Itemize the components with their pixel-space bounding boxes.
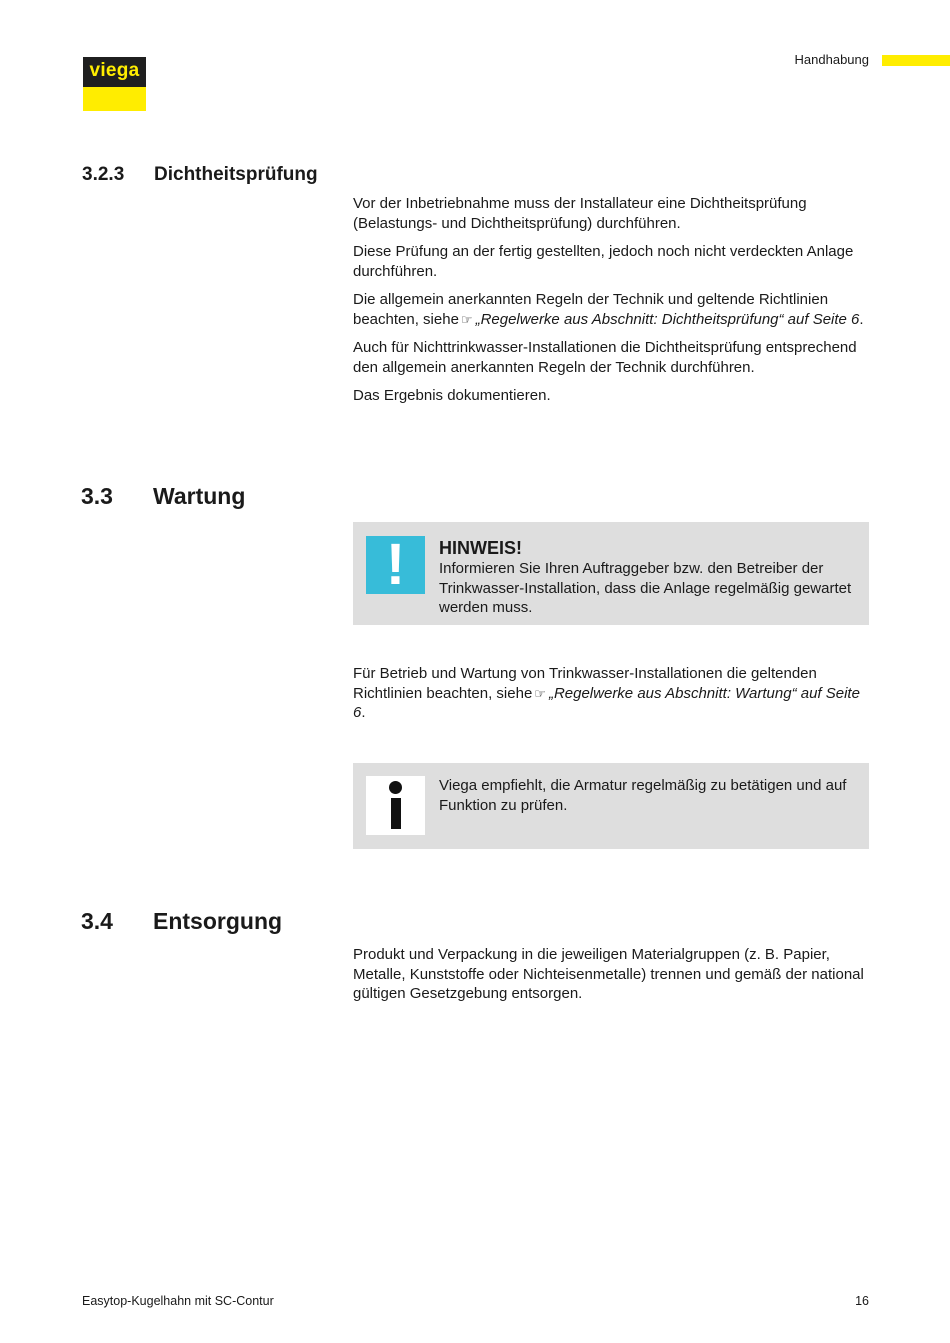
notice-title: HINWEIS! (439, 538, 522, 558)
info-text: Viega empfiehlt, die Armatur regelmäßig zu betätigen und auf Funktion zu prüfen. (439, 777, 847, 814)
reference-arrow-icon: ☞ (534, 685, 546, 701)
section-323-para2: Diese Prüfung an der fertig gestellten, jedoch noch nicht verdeckten Anlage durchführen. (353, 243, 854, 280)
viega-logo (83, 57, 146, 111)
section-34-number: 3.4 (81, 908, 113, 934)
header-accent-bar (882, 55, 950, 66)
section-34-para1: Produkt und Verpackung in die jeweiligen Materialgruppen (z. B. Papier, Metalle, Kunststoffe oder Nichteisenmetalle) trennen und gemäß der national gültigen Gesetzgebung entsorgen. (353, 946, 864, 1002)
para3-lead: Die allgemein anerkannten Regeln der Technik und geltende Richtlinien beachten, siehe (353, 291, 829, 328)
section-323-para3 (353, 290, 869, 329)
section-33-title: Wartung (153, 483, 246, 509)
info-icon (366, 776, 425, 835)
footer-product-name: Easytop-Kugelhahn mit SC-Contur (82, 1294, 274, 1308)
section-33-para1 (353, 664, 869, 723)
notice-text: Informieren Sie Ihren Auftraggeber bzw. den Betreiber der Trinkwasser-Installation, dass die Anlage regelmäßig gewartet werden muss. (439, 560, 852, 616)
reference-arrow-icon: ☞ (460, 311, 473, 327)
section-33-body (353, 664, 869, 732)
info-box (353, 763, 869, 849)
section-323-para1: Vor der Inbetriebnahme muss der Installateur eine Dichtheitsprüfung (Belastungs- und Dichtheitsprüfung) durchführen. (353, 195, 807, 232)
reference-link-wartung[interactable]: „Regelwerke aus Abschnitt: Wartung“ auf Seite 6 (353, 684, 860, 721)
footer-page-number: 16 (855, 1294, 869, 1308)
notice-content (439, 537, 855, 618)
para3-end: . (859, 310, 864, 328)
section-33-number: 3.3 (81, 483, 113, 509)
info-icon-stem (391, 798, 401, 829)
para1-end: . (361, 704, 366, 721)
info-icon-dot (389, 781, 402, 794)
section-323-body (353, 194, 869, 415)
section-34-body (353, 945, 869, 1013)
notice-box (353, 522, 869, 625)
section-34-title: Entsorgung (153, 908, 283, 934)
header-section-label: Handhabung (794, 52, 869, 67)
reference-link-dichtheit[interactable]: „Regelwerke aus Abschnitt: Dichtheitsprüfung“ auf Seite 6 (475, 310, 860, 328)
section-323-title: Dichtheitsprüfung (154, 164, 318, 185)
section-323-para4: Auch für Nichttrinkwasser-Installationen die Dichtheitsprüfung entsprechend den allgemein anerkannten Regeln der Technik durchführen. (353, 339, 857, 376)
para1-lead: Für Betrieb und Wartung von Trinkwasser-Installationen die geltenden Richtlinien beachten, siehe (353, 665, 817, 702)
section-323-number: 3.2.3 (82, 164, 125, 185)
logo-yellow-band (83, 87, 146, 111)
section-323-para5: Das Ergebnis dokumentieren. (353, 387, 551, 404)
exclamation-icon: ! (366, 536, 425, 594)
logo-text: viega (83, 57, 146, 87)
